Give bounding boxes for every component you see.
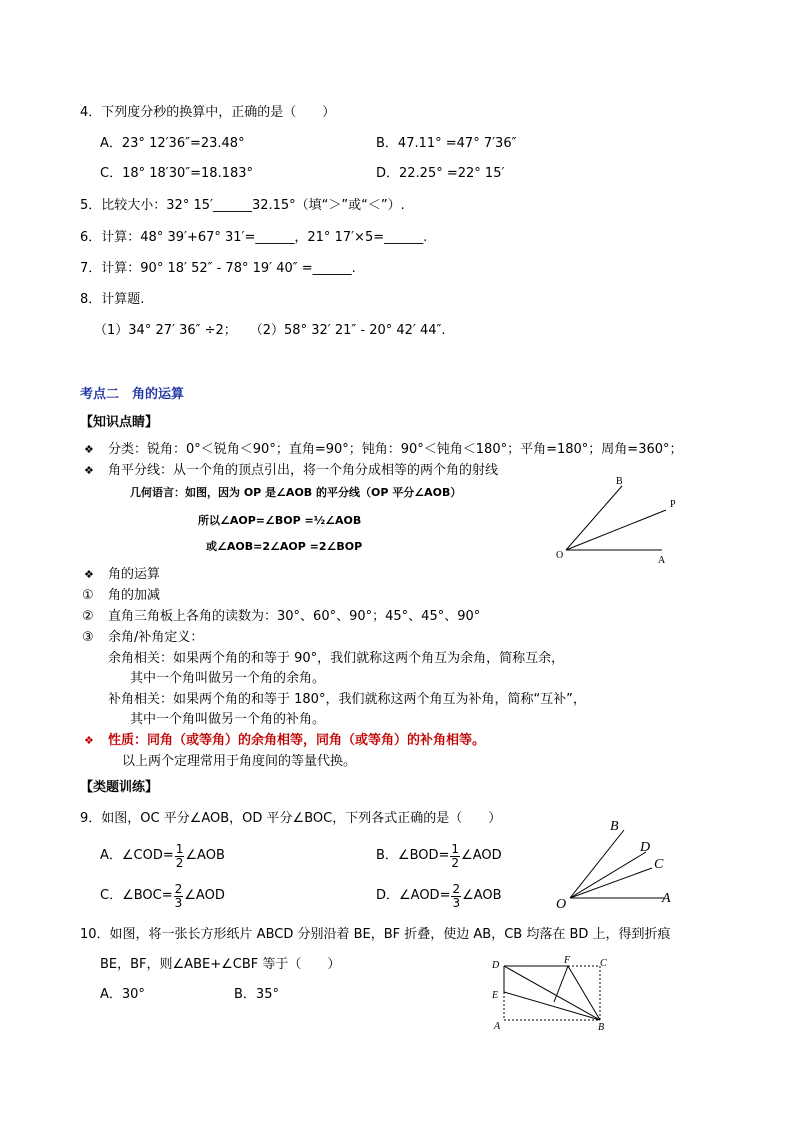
q4-option-d: D．22.25° =22° 15′ <box>376 166 505 181</box>
q9-option-a: A．∠COD= $\frac{1}{2}$ ∠AOB <box>100 841 225 870</box>
label-d: D <box>640 840 651 855</box>
q7: 7．计算：90° 18′ 52″ - 78° 19′ 40″ =______. <box>80 261 356 276</box>
bullet-icon: ❖ <box>84 464 94 477</box>
q10-option-a: A．30° <box>100 987 145 1002</box>
practice-header: 【类题训练】 <box>80 780 159 795</box>
q4-stem: 4．下列度分秒的换算中，正确的是（ ） <box>80 105 336 120</box>
label-p: P <box>670 499 676 510</box>
q6: 6．计算：48° 39′+67° 31′=______，21° 17′×5=______. <box>80 230 428 245</box>
complementary-def-1: 余角相关：如果两个角的和等于 90°，我们就称这两个角互为余角，简称互余， <box>108 651 565 666</box>
supplementary-def-1: 补角相关：如果两个角的和等于 180°，我们就称这两个角互为补角，简称“互补”， <box>108 692 586 707</box>
label-b: B <box>610 819 619 834</box>
q4-option-b: B．47.11° =47° 7′36″ <box>376 136 517 151</box>
complementary-def-2: 其中一个角叫做另一个角的余角。 <box>130 671 326 686</box>
item-number: ① <box>82 588 94 603</box>
label-c: C <box>600 958 607 969</box>
supplementary-def-2: 其中一个角叫做另一个角的补角。 <box>130 712 326 727</box>
label-a: A <box>494 1021 501 1032</box>
angle-ops-title: 角的运算 <box>108 567 161 582</box>
q9-figure <box>548 812 688 912</box>
q4-option-c: C．18° 18′30″=18.183° <box>100 166 254 181</box>
item-add-subtract: 角的加减 <box>108 588 161 603</box>
label-o: O <box>556 897 567 912</box>
item-comp-supp: 余角/补角定义： <box>108 630 204 645</box>
geometry-language-1: 几何语言：如图，因为 OP 是∠AOB 的平分线（OP 平分∠AOB） <box>130 486 462 499</box>
section-title: 考点二 角的运算 <box>80 387 185 402</box>
q9-stem: 9．如图，OC 平分∠AOB，OD 平分∠BOC，下列各式正确的是（ ） <box>80 811 502 826</box>
item-number: ③ <box>82 630 94 645</box>
item-number: ② <box>82 609 94 624</box>
geometry-language-3: 或∠AOB=2∠AOP =2∠BOP <box>206 540 363 553</box>
ray-od <box>570 852 646 898</box>
property-statement: 性质：同角（或等角）的余角相等，同角（或等角）的补角相等。 <box>108 733 486 748</box>
bullet-icon: ❖ <box>84 734 94 747</box>
q8-stem: 8．计算题. <box>80 292 145 307</box>
geometry-language-2: 所以∠AOP=∠BOP =½∠AOB <box>198 514 362 527</box>
q10-stem-2: BE，BF，则∠ABE+∠CBF 等于（ ） <box>100 957 341 972</box>
q10-option-b: B．35° <box>234 987 279 1002</box>
angle-classification: 分类：锐角：0°＜锐角＜90°；直角=90°；钝角：90°＜钝角＜180°；平角=180°；周角=360°； <box>108 442 683 457</box>
q8-parts: （1）34° 27′ 36″ ÷2； （2）58° 32′ 21″ - 20° 42′ 44″. <box>94 323 446 338</box>
label-b: B <box>616 476 623 487</box>
label-a: A <box>662 891 671 906</box>
bullet-icon: ❖ <box>84 443 94 456</box>
q4-option-a: A．23° 12′36″=23.48° <box>100 136 245 151</box>
bullet-icon: ❖ <box>84 568 94 581</box>
property-note: 以上两个定理常用于角度间的等量代换。 <box>122 754 357 769</box>
ray-ob <box>566 486 622 550</box>
label-o: O <box>556 550 564 561</box>
q10-stem-1: 10．如图，将一张长方形纸片 ABCD 分别沿着 BE，BF 折叠，使边 AB，CB 均落在 BD 上，得到折痕 <box>80 927 671 942</box>
item-set-square: 直角三角板上各角的读数为：30°、60°、90°；45°、45°、90° <box>108 609 481 624</box>
ray-op <box>566 510 666 550</box>
label-c: C <box>654 857 664 872</box>
q10-figure <box>484 950 620 1036</box>
label-e: E <box>492 990 499 1001</box>
q5: 5．比较大小：32° 15′______32.15°（填“＞”或“＜”）. <box>80 198 405 213</box>
label-b: B <box>598 1022 605 1033</box>
knowledge-header: 【知识点睛】 <box>80 415 159 430</box>
label-f: F <box>564 955 571 966</box>
q9-option-d: D．∠AOD= $\frac{2}{3}$ ∠AOB <box>376 881 502 910</box>
label-d: D <box>492 960 500 971</box>
label-a: A <box>658 555 666 566</box>
angle-bisector-def: 角平分线：从一个角的顶点引出，将一个角分成相等的两个角的射线 <box>108 463 499 478</box>
angle-bisector-figure <box>550 470 690 570</box>
q9-option-b: B．∠BOD= $\frac{1}{2}$ ∠AOD <box>376 841 502 870</box>
q9-option-c: C．∠BOC= $\frac{2}{3}$ ∠AOD <box>100 881 225 910</box>
